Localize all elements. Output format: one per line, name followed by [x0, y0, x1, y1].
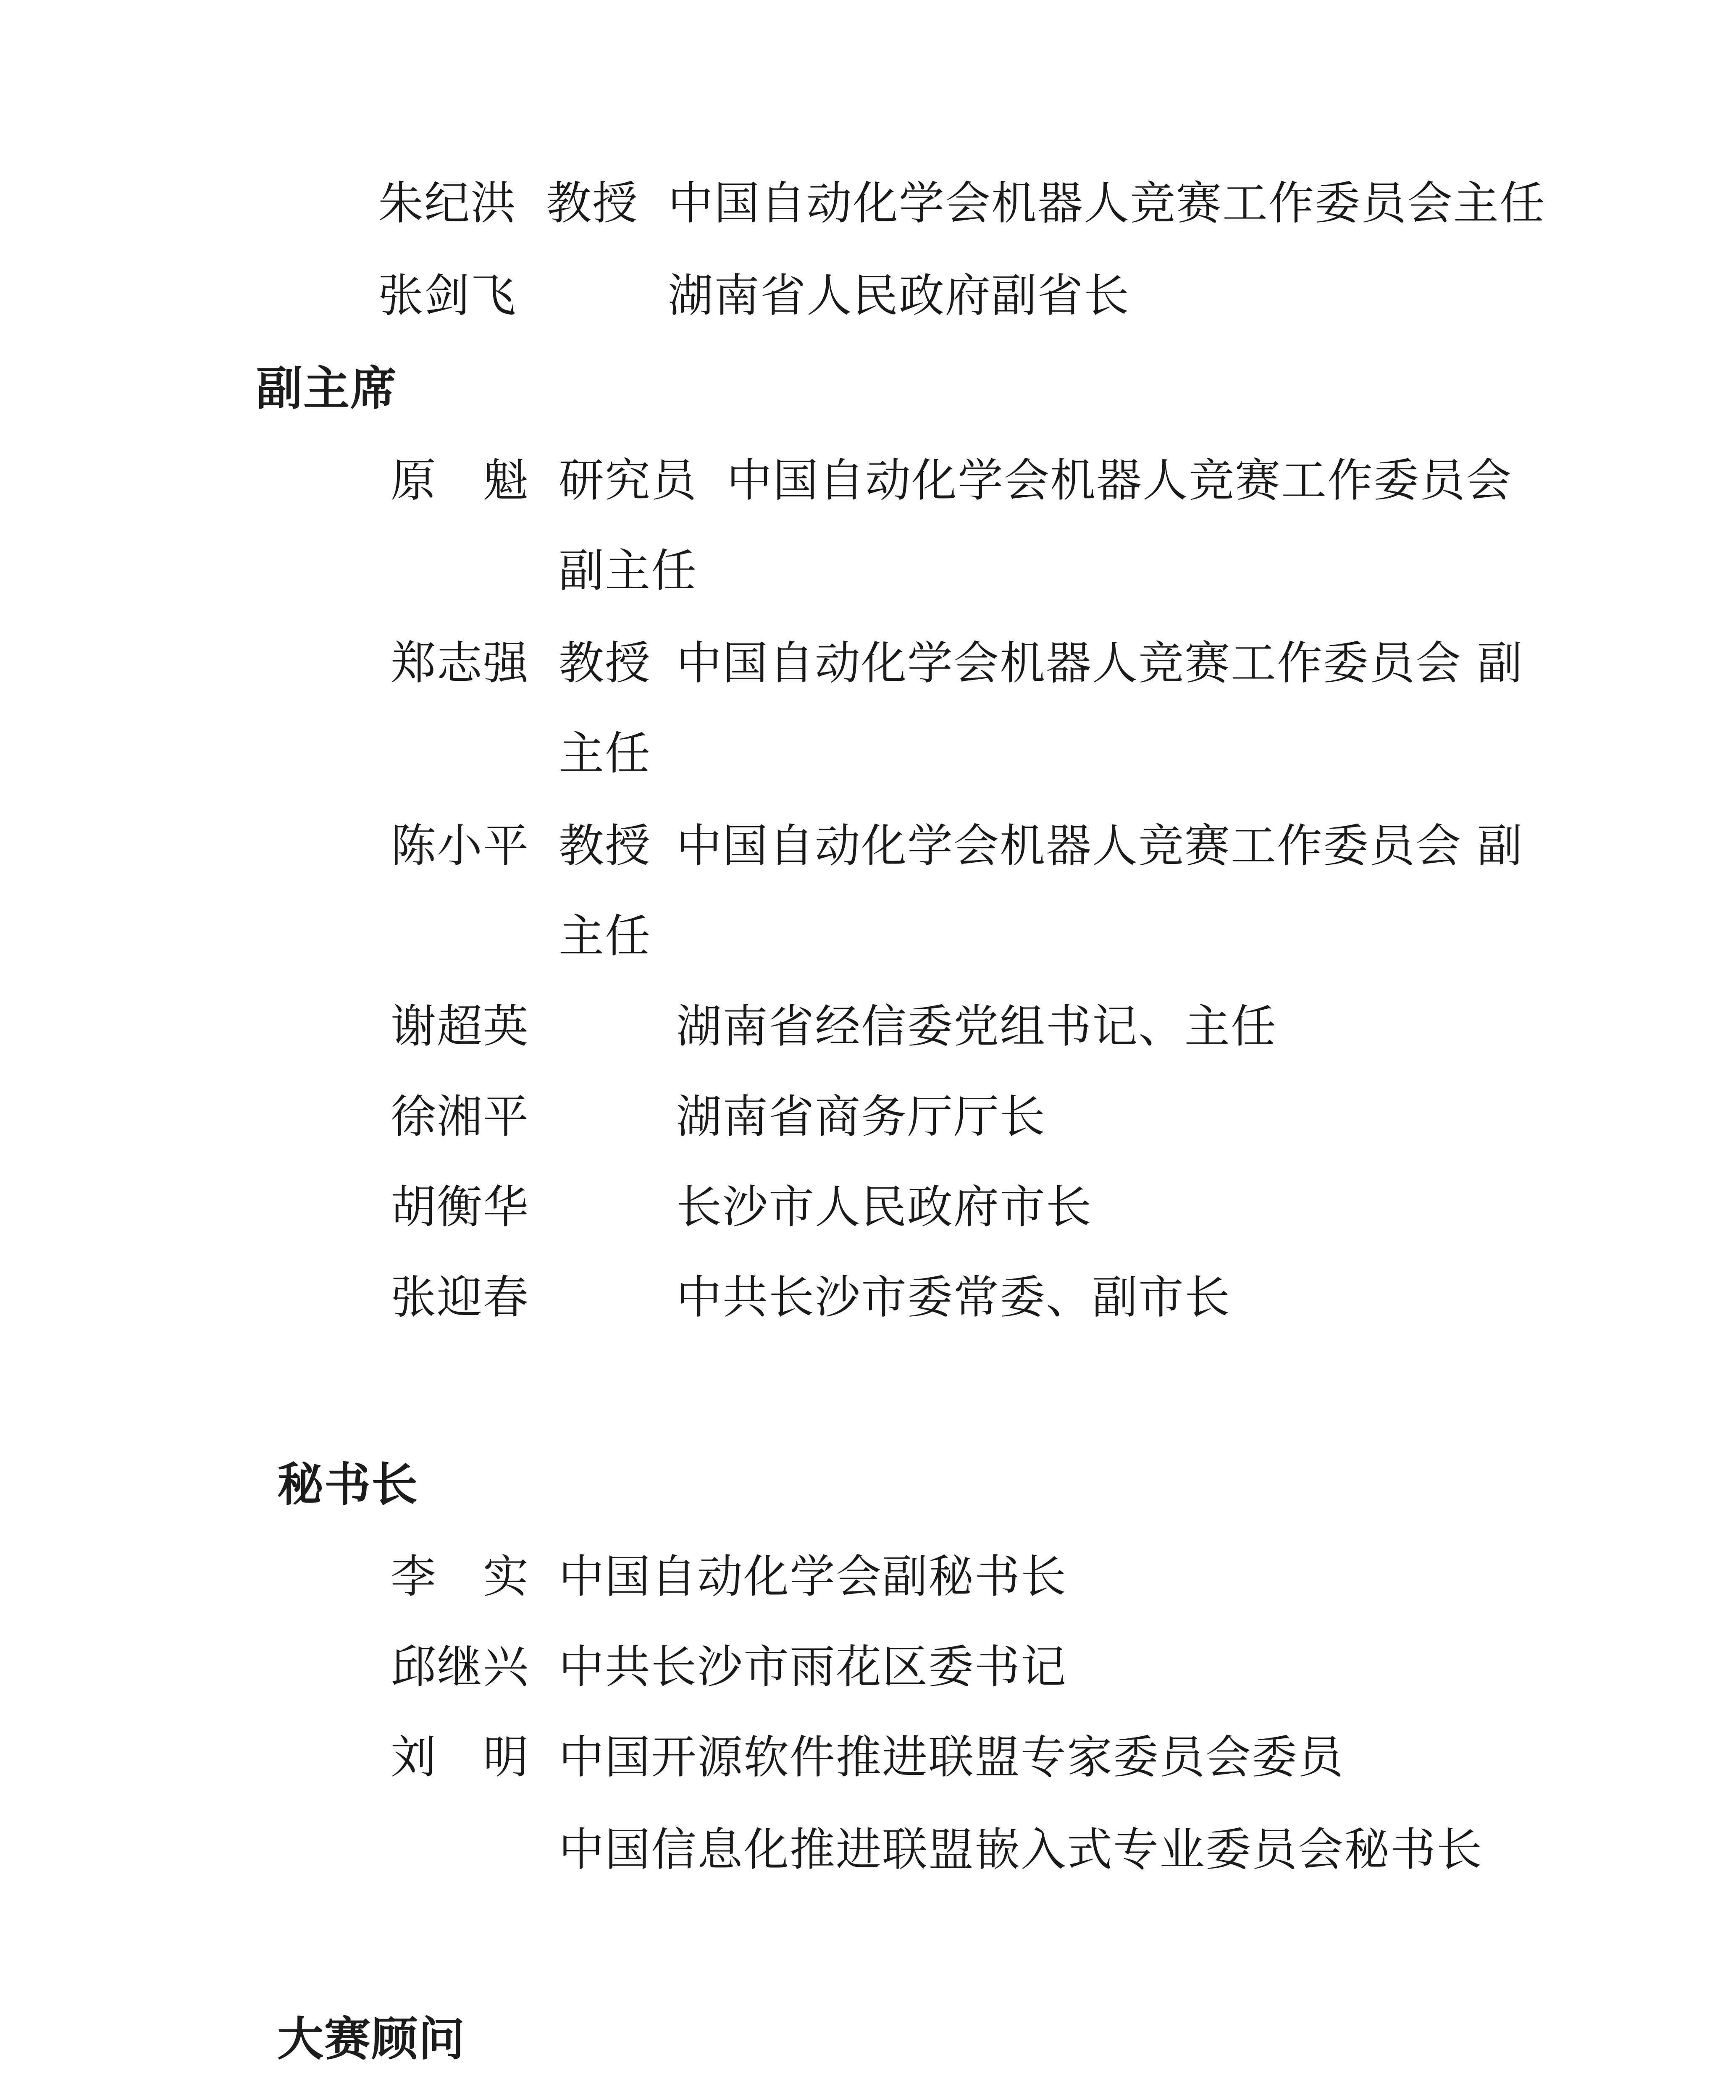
section-heading-secretary-general: 秘书长: [277, 1458, 418, 1512]
member-title: 教授: [559, 637, 651, 690]
member-name: 徐湘平: [391, 1091, 530, 1143]
member-description: 湖南省商务厅厅长: [676, 1091, 1046, 1143]
member-title: 教授: [546, 177, 639, 230]
member-description: 中共长沙市雨花区委书记: [559, 1641, 1067, 1693]
member-description: 中共长沙市委常委、副市长: [676, 1271, 1231, 1324]
member-name: 张迎春: [391, 1271, 530, 1324]
member-description: 中国自动化学会副秘书长: [559, 1551, 1067, 1603]
member-row-continuation: 主任: [559, 910, 651, 963]
member-name: 陈小平: [391, 820, 530, 872]
member-title: 研究员: [559, 454, 698, 507]
member-description: 中国开源软件推进联盟专家委员会委员: [559, 1731, 1345, 1784]
member-description: 湖南省人民政府副省长: [668, 270, 1130, 322]
member-description: 长沙市人民政府市长: [676, 1181, 1093, 1234]
member-description: 湖南省经信委党组书记、主任: [676, 1000, 1277, 1053]
section-heading-vice-chair: 副主席: [256, 362, 397, 415]
member-name: 胡衡华: [391, 1181, 530, 1234]
member-name: 李 实: [391, 1551, 530, 1603]
member-description: 中国自动化学会机器人竞赛工作委员会 副: [676, 637, 1523, 690]
member-name: 张剑飞: [378, 270, 517, 322]
member-name: 谢超英: [391, 1000, 530, 1053]
member-name: 刘 明: [391, 1731, 530, 1784]
member-row-continuation: 副主任: [559, 545, 698, 597]
member-description: 中国自动化学会机器人竞赛工作委员会 副: [676, 820, 1523, 872]
member-row-continuation: 主任: [559, 727, 651, 780]
member-title: 教授: [559, 820, 651, 872]
member-description: 中国自动化学会机器人竞赛工作委员会: [727, 454, 1513, 507]
member-name: 郑志强: [391, 637, 530, 690]
member-name: 朱纪洪: [378, 177, 517, 230]
member-name: 原 魁: [391, 454, 530, 507]
section-heading-advisors: 大赛顾问: [277, 2012, 465, 2066]
member-row-continuation: 中国信息化推进联盟嵌入式专业委员会秘书长: [559, 1824, 1483, 1876]
member-description: 中国自动化学会机器人竞赛工作委员会主任: [668, 177, 1546, 230]
member-name: 邱继兴: [391, 1641, 530, 1693]
